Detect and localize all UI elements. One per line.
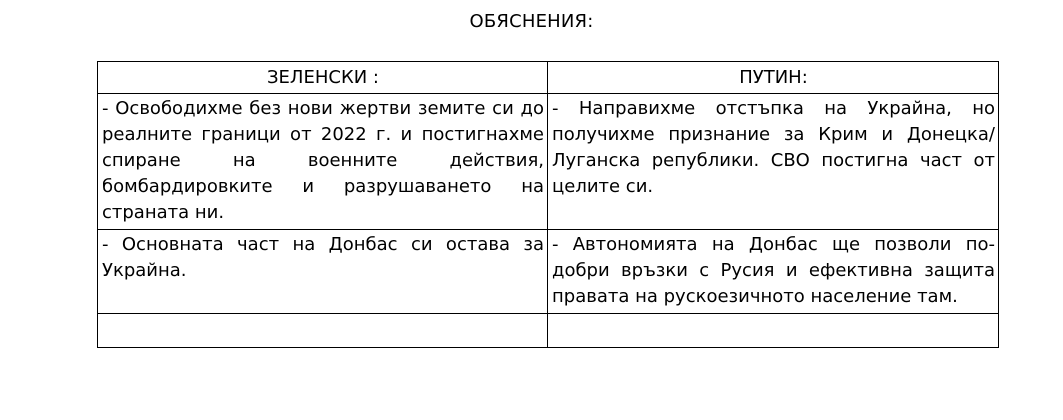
column-header-putin: ПУТИН: — [548, 62, 999, 94]
comparison-table — [97, 61, 999, 348]
table-row — [98, 94, 999, 230]
zelensky-cell: - Освободихме без нови жертви земите си до реалните граници от 2022 г. и постигнахме спиране на военните действия, бомбардировките и разрушаването на страната ни. — [98, 94, 548, 230]
putin-cell-empty — [548, 314, 999, 348]
putin-cell: - Автономията на Донбас ще позволи по-добри връзки с Русия и ефективна защита правата на рускоезичното население там. — [548, 230, 999, 314]
putin-cell: - Направихме отстъпка на Украйна, но получихме признание за Крим и Донецка/ Луганска републики. СВО постигна част от целите си. — [548, 94, 999, 230]
table-header-row — [98, 62, 999, 94]
table-row — [98, 230, 999, 314]
zelensky-cell-empty — [98, 314, 548, 348]
table-row-empty — [98, 314, 999, 348]
page-title: ОБЯСНЕНИЯ: — [469, 11, 594, 32]
zelensky-cell: - Основната част на Донбас си остава за Украйна. — [98, 230, 548, 314]
column-header-zelensky: ЗЕЛЕНСКИ : — [98, 62, 548, 94]
